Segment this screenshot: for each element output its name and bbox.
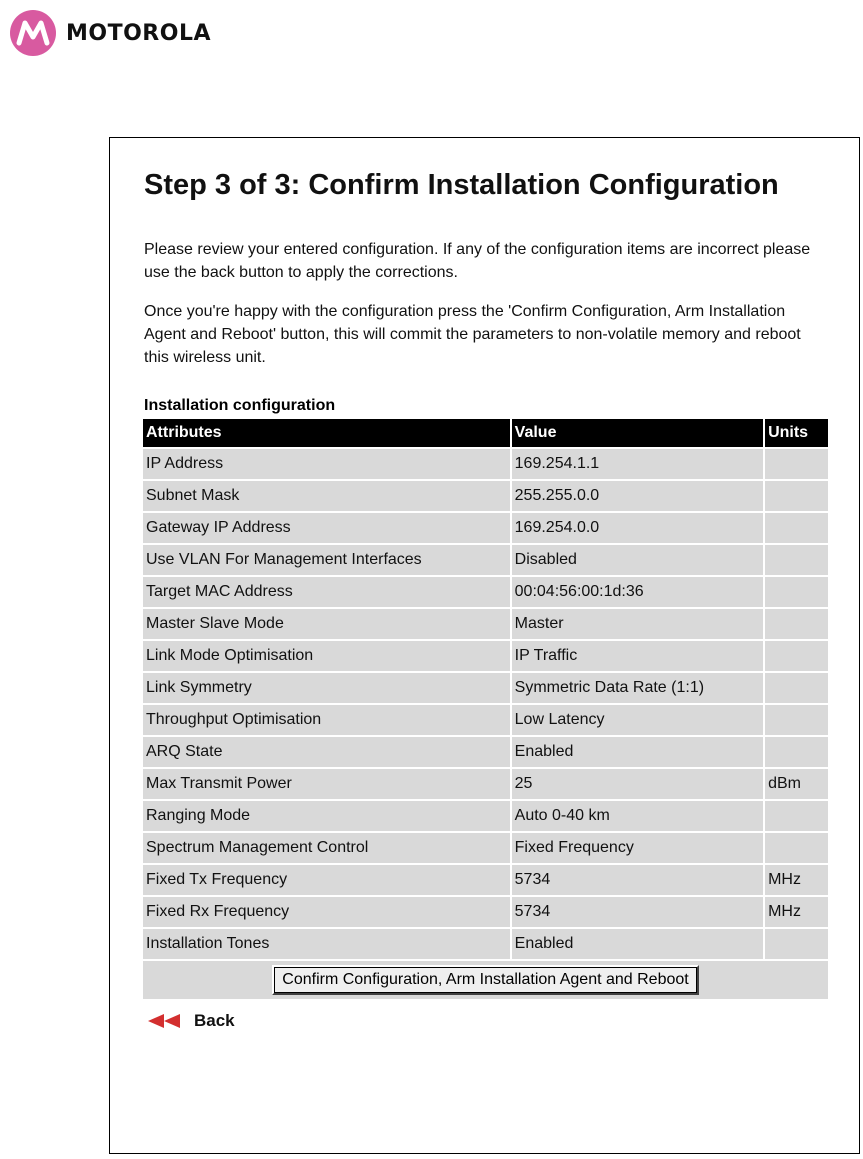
value-cell: 255.255.0.0 [512, 481, 763, 511]
attribute-cell: ARQ State [143, 737, 510, 767]
instructions-paragraph: Once you're happy with the configuration press the 'Confirm Configuration, Arm Installation Agent and Reboot' button, this will commit the parameters to non-volatile memory and reboot this wireless unit. [144, 303, 801, 366]
intro-paragraph: Please review your entered configuration. If any of the configuration items are incorrect please use the back button to apply the corrections. [144, 241, 811, 281]
value-cell: 5734 [512, 865, 763, 895]
value-cell: 5734 [512, 897, 763, 927]
table-row [143, 609, 828, 639]
content-panel [109, 137, 860, 1154]
back-label: Back [194, 1011, 235, 1030]
value-cell: 169.254.1.1 [512, 449, 763, 479]
value-cell: Auto 0-40 km [512, 801, 763, 831]
units-cell [765, 481, 828, 511]
table-row [143, 577, 828, 607]
back-link[interactable] [148, 1011, 830, 1031]
units-cell [765, 833, 828, 863]
value-cell: Disabled [512, 545, 763, 575]
attribute-cell: Max Transmit Power [143, 769, 510, 799]
attribute-cell: Installation Tones [143, 929, 510, 959]
value-cell: 25 [512, 769, 763, 799]
table-row [143, 481, 828, 511]
units-cell [765, 705, 828, 735]
units-cell [765, 737, 828, 767]
table-row [143, 897, 828, 927]
table-row [143, 673, 828, 703]
table-row [143, 705, 828, 735]
table-row [143, 513, 828, 543]
attribute-cell: Fixed Tx Frequency [143, 865, 510, 895]
attribute-cell: Subnet Mask [143, 481, 510, 511]
value-cell: 00:04:56:00:1d:36 [512, 577, 763, 607]
value-cell: Fixed Frequency [512, 833, 763, 863]
value-cell: Enabled [512, 929, 763, 959]
attribute-cell: Link Symmetry [143, 673, 510, 703]
action-row [143, 961, 828, 999]
table-row [143, 833, 828, 863]
value-cell: Enabled [512, 737, 763, 767]
panel-content [144, 162, 830, 1031]
units-cell [765, 449, 828, 479]
motorola-m-icon [10, 10, 56, 56]
units-cell: MHz [765, 865, 828, 895]
attribute-cell: Fixed Rx Frequency [143, 897, 510, 927]
page-title: Step 3 of 3: Confirm Installation Configuration [144, 169, 779, 201]
units-cell [765, 609, 828, 639]
attribute-cell: Target MAC Address [143, 577, 510, 607]
attribute-cell: IP Address [143, 449, 510, 479]
table-header-row [143, 419, 828, 447]
table-row [143, 929, 828, 959]
table-row [143, 801, 828, 831]
units-cell [765, 641, 828, 671]
units-cell: dBm [765, 769, 828, 799]
double-left-arrow-icon [148, 1013, 184, 1029]
table-row [143, 769, 828, 799]
units-cell [765, 929, 828, 959]
units-cell [765, 577, 828, 607]
value-cell: Low Latency [512, 705, 763, 735]
units-cell [765, 801, 828, 831]
header-value: Value [512, 419, 763, 447]
value-cell: Master [512, 609, 763, 639]
value-cell: IP Traffic [512, 641, 763, 671]
value-cell: 169.254.0.0 [512, 513, 763, 543]
table-row [143, 449, 828, 479]
motorola-logo [10, 10, 211, 56]
header-units: Units [765, 419, 828, 447]
table-row [143, 641, 828, 671]
attribute-cell: Ranging Mode [143, 801, 510, 831]
attribute-cell: Master Slave Mode [143, 609, 510, 639]
units-cell [765, 545, 828, 575]
table-row [143, 545, 828, 575]
table-row [143, 865, 828, 895]
action-cell [143, 961, 828, 999]
header-attributes: Attributes [143, 419, 510, 447]
attribute-cell: Link Mode Optimisation [143, 641, 510, 671]
attribute-cell: Spectrum Management Control [143, 833, 510, 863]
confirm-arm-reboot-button[interactable]: Confirm Configuration, Arm Installation Agent and Reboot [272, 965, 698, 995]
units-cell [765, 513, 828, 543]
brand-name: MOTOROLA [66, 20, 211, 46]
attribute-cell: Use VLAN For Management Interfaces [143, 545, 510, 575]
value-cell: Symmetric Data Rate (1:1) [512, 673, 763, 703]
units-cell [765, 673, 828, 703]
attribute-cell: Gateway IP Address [143, 513, 510, 543]
attribute-cell: Throughput Optimisation [143, 705, 510, 735]
units-cell: MHz [765, 897, 828, 927]
installation-config-table [141, 417, 830, 1001]
table-row [143, 737, 828, 767]
table-caption: Installation configuration [144, 397, 336, 414]
